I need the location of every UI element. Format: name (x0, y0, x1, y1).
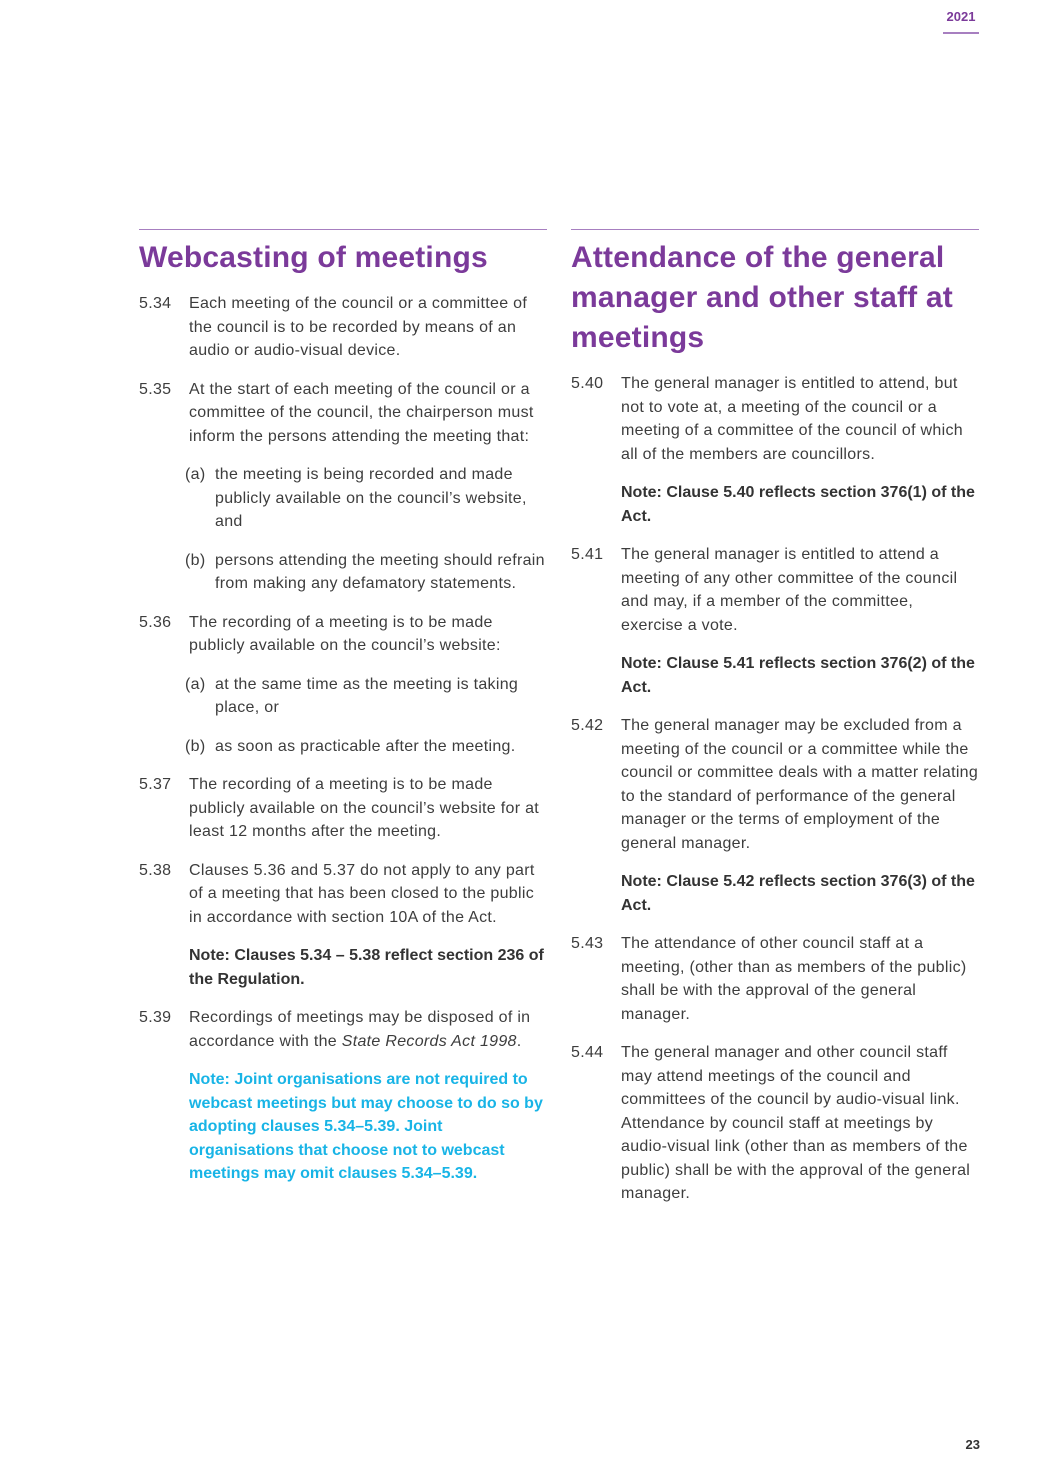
left-column (139, 229, 547, 1201)
clause-5-44 (571, 1041, 979, 1206)
clause-text: The attendance of other council staff at a meeting, (other than as members of the public) shall be with the approval of the general manager. (621, 935, 967, 1023)
clause-5-36 (139, 611, 547, 658)
clause-number: 5.40 (571, 375, 604, 392)
header-year: 2021 (946, 9, 976, 24)
note-5-41: Note: Clause 5.41 reflects section 376(2) of the Act. (621, 655, 975, 696)
clause-number: 5.35 (139, 380, 172, 398)
clause-number: 5.39 (139, 1009, 172, 1026)
section-title-attendance: Attendance of the general manager and other staff at meetings (571, 241, 953, 354)
section-divider (139, 229, 547, 230)
clause-text: At the start of each meeting of the council or a committee of the council, the chairperson must inform the persons attending the meeting that: (189, 380, 534, 445)
clause-5-37 (139, 773, 547, 844)
clause-5-36-a (185, 673, 547, 720)
page-number: 23 (965, 1437, 980, 1452)
note-5-38: Note: Clauses 5.34 – 5.38 reflect section 236 of the Regulation. (189, 947, 544, 988)
clause-5-41 (571, 543, 979, 637)
clause-text (189, 1006, 547, 1053)
clause-5-38 (139, 859, 547, 930)
subclause-text: as soon as practicable after the meeting. (215, 737, 516, 755)
clause-text: Each meeting of the council or a committee of the council is to be recorded by means of an audio or audio-visual device. (189, 295, 528, 359)
note-5-42: Note: Clause 5.42 reflects section 376(3) of the Act. (621, 873, 975, 914)
clause-number: 5.44 (571, 1044, 604, 1061)
clause-text-pre: Recordings of meetings may be disposed of in accordance with the (189, 1009, 531, 1050)
section-title-webcasting: Webcasting of meetings (139, 241, 488, 274)
right-column (571, 229, 979, 1221)
clause-text: The general manager may be excluded from a meeting of the council or a committee while the council or committee deals with a matter relating to the standard of performance of the general manager or the terms of employment of the general manager. (621, 717, 979, 852)
clause-number: 5.38 (139, 861, 172, 879)
clause-text: The general manager and other council staff may attend meetings of the council and committees of the council by audio-visual link. Attendance by council staff at meetings by audio-visual link (other than as members of the public) shall be with the approval of the general manager. (621, 1044, 971, 1202)
clause-5-40 (571, 372, 979, 466)
clause-number: 5.42 (571, 717, 604, 734)
clause-number: 5.43 (571, 935, 604, 952)
clause-text: The recording of a meeting is to be made publicly available on the council’s website for at least 12 months after the meeting. (189, 776, 540, 840)
act-title: State Records Act 1998 (341, 1032, 517, 1050)
subclause-label: (b) (185, 737, 206, 755)
clause-5-35 (139, 378, 547, 449)
clause-5-35-b (185, 549, 547, 596)
clause-text-post: . (516, 1032, 522, 1050)
subclause-text: persons attending the meeting should refrain from making any defamatory statements. (215, 551, 545, 592)
subclause-label: (b) (185, 551, 206, 569)
clause-number: 5.36 (139, 613, 172, 631)
clause-5-39 (139, 1006, 547, 1053)
subclause-label: (a) (185, 675, 206, 693)
clause-5-36-b (185, 735, 547, 759)
clause-number: 5.41 (571, 546, 604, 563)
clause-text: The general manager is entitled to attend a meeting of any other committee of the council and may, if a member of the committee, exercise a vote. (621, 546, 958, 634)
subclause-text: the meeting is being recorded and made publicly available on the council’s website, and (215, 466, 527, 530)
clause-5-34 (139, 292, 547, 363)
clause-text: Clauses 5.36 and 5.37 do not apply to any part of a meeting that has been closed to the public in accordance with section 10A of the Act. (189, 861, 535, 926)
note-joint-organisations: Note: Joint organisations are not required to webcast meetings but may choose to do so by adopting clauses 5.34–5.39. Joint organisations that choose not to webcast meetings may omit clauses 5.34–5.39. (189, 1071, 543, 1182)
clause-5-35-a (185, 463, 547, 534)
clause-number: 5.37 (139, 776, 172, 793)
note-5-40: Note: Clause 5.40 reflects section 376(1) of the Act. (621, 484, 975, 525)
clause-text: The recording of a meeting is to be made publicly available on the council’s website: (189, 613, 501, 654)
subclause-text: at the same time as the meeting is taking place, or (215, 675, 519, 716)
clause-text: The general manager is entitled to attend, but not to vote at, a meeting of the council or a meeting of a committee of the council of which all of the members are councillors. (621, 375, 963, 463)
clause-number: 5.34 (139, 295, 172, 312)
subclause-label: (a) (185, 466, 206, 483)
clause-5-43 (571, 932, 979, 1026)
clause-5-42 (571, 714, 979, 855)
section-divider (571, 229, 979, 230)
header-year-underline (943, 32, 979, 34)
